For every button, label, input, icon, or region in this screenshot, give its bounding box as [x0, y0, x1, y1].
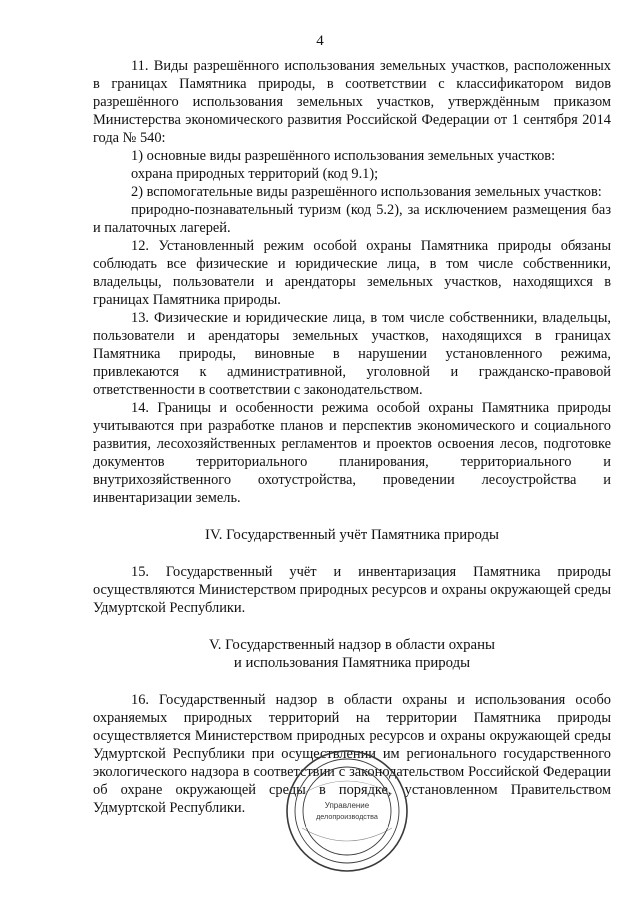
paragraph-12: 12. Установленный режим особой охраны Памятника природы обязаны соблюдать все физические и юридические лица, в том числе собственники, владельцы, пользователи и арендаторы земельных участков, находящихся в границах Памятника природы.: [93, 238, 611, 308]
spacer: [93, 617, 611, 636]
spacer: [93, 544, 611, 563]
paragraph-11: 11. Виды разрешённого использования земельных участков, расположенных в границах Памятника природы, в соответствии с классификатором видов разрешённого использования земельных участков, утверждённым приказом Министерства экономического развития Российской Федерации от 1 сентября 2014 года № 540:: [93, 58, 611, 146]
stamp-seal: [284, 748, 410, 874]
paragraph-11-item-2: 2) вспомогательные виды разрешённого использования земельных участков:: [131, 184, 602, 200]
spacer: [93, 507, 611, 526]
paragraph-11-item-1-detail: охрана природных территорий (код 9.1);: [131, 166, 379, 182]
stamp-text-line-1: Управление: [324, 801, 370, 810]
paragraph-15: 15. Государственный учёт и инвентаризация Памятника природы осуществляются Министерством природных ресурсов и охраны окружающей среды Удмуртской Республики.: [93, 564, 611, 616]
section-title-v-line-2: и использования Памятника природы: [233, 655, 471, 671]
document-body: [93, 57, 611, 817]
paragraph-11-item-2-detail: природно-познавательный туризм (код 5.2), за исключением размещения баз и палаточных лагерей.: [93, 202, 611, 236]
paragraph-11-item-1: 1) основные виды разрешённого использования земельных участков:: [131, 148, 556, 164]
stamp-text-line-2: делопроизводства: [316, 812, 378, 821]
paragraph-16: 16. Государственный надзор в области охраны и использования особо охраняемых природных территорий на территории Памятника природы осуществляется Министерством природных ресурсов и охраны окружающей среды Удмуртской Республики при осуществлении им регионального государственного экологического надзора в соответствии с законодательством Российской Федерации об охране окружающей среды в порядке, установленном Правительством Удмуртской Республики.: [93, 692, 611, 816]
section-title-iv: IV. Государственный учёт Памятника природы: [205, 527, 499, 543]
paragraph-13: 13. Физические и юридические лица, в том числе собственники, владельцы, пользователи и арендаторы земельных участков, находящихся в границах Памятника природы, виновные в нарушении установленного режима, привлекаются к административной, уголовной и гражданско-правовой ответственности в соответствии с законодательством.: [93, 310, 611, 398]
paragraph-14: 14. Границы и особенности режима особой охраны Памятника природы учитываются при разработке планов и перспектив экономического и социального развития, лесохозяйственных регламентов и проектов освоения лесов, подготовке документов территориального планирования, территориального и внутрихозяйственного охотустройства, проведении лесоустройства и инвентаризации земель.: [93, 400, 611, 506]
spacer: [93, 672, 611, 691]
section-title-v-line-1: V. Государственный надзор в области охраны: [209, 637, 495, 653]
page-number: 4: [316, 33, 324, 49]
